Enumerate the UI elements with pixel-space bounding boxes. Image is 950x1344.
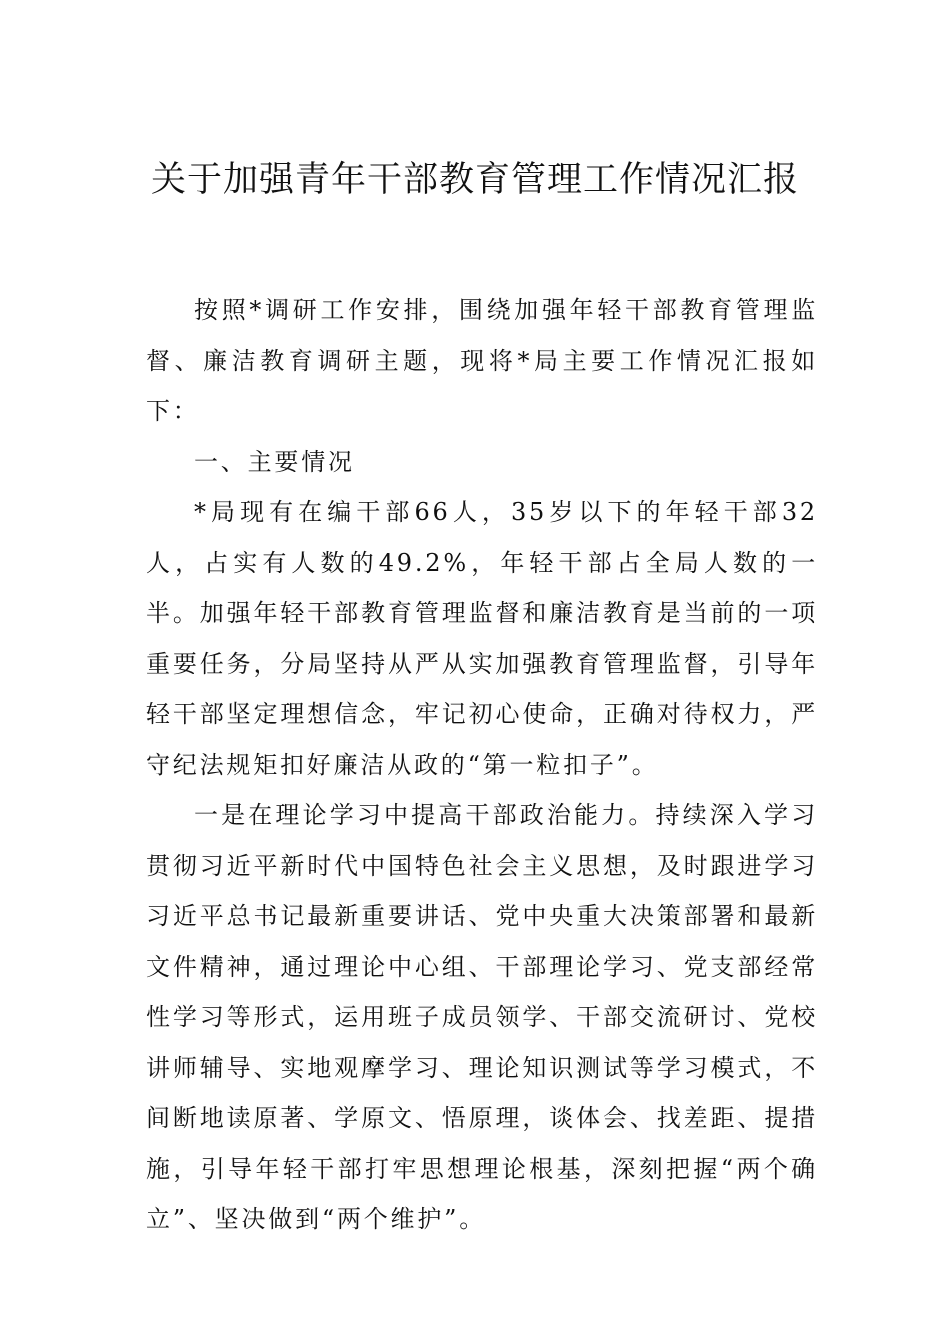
body-paragraph: 一是在理论学习中提高干部政治能力。持续深入学习贯彻习近平新时代中国特色社会主义思想，及时跟进学习习近平总书记最新重要讲话、党中央重大决策部署和最新文件精神，通过理论中心组、干部理论学习、党支部经常性学习等形式，运用班子成员领学、干部交流研讨、党校讲师辅导、实地观摩学习、理论知识测试等学习模式，不间断地读原著、学原文、悟原理，谈体会、找差距、提措施，引导年轻干部打牢思想理论根基，深刻把握“两个确立”、坚决做到“两个维护”。 <box>146 801 818 1233</box>
body-paragraph: *局现有在编干部66人，35岁以下的年轻干部32人，占实有人数的49.2%，年轻干部占全局人数的一半。加强年轻干部教育管理监督和廉洁教育是当前的一项重要任务，分局坚持从严从实加强教育管理监督，引导年轻干部坚定理想信念，牢记初心使命，正确对待权力，严守纪法规矩扣好廉洁从政的“第一粒扣子”。 <box>146 498 818 779</box>
intro-paragraph: 按照*调研工作安排，围绕加强年轻干部教育管理监督、廉洁教育调研主题，现将*局主要工作情况汇报如下： <box>146 296 818 425</box>
document-title: 关于加强青年干部教育管理工作情况汇报 <box>150 160 799 200</box>
section-heading: 一、主要情况 <box>194 447 355 476</box>
document-body <box>146 285 818 1245</box>
